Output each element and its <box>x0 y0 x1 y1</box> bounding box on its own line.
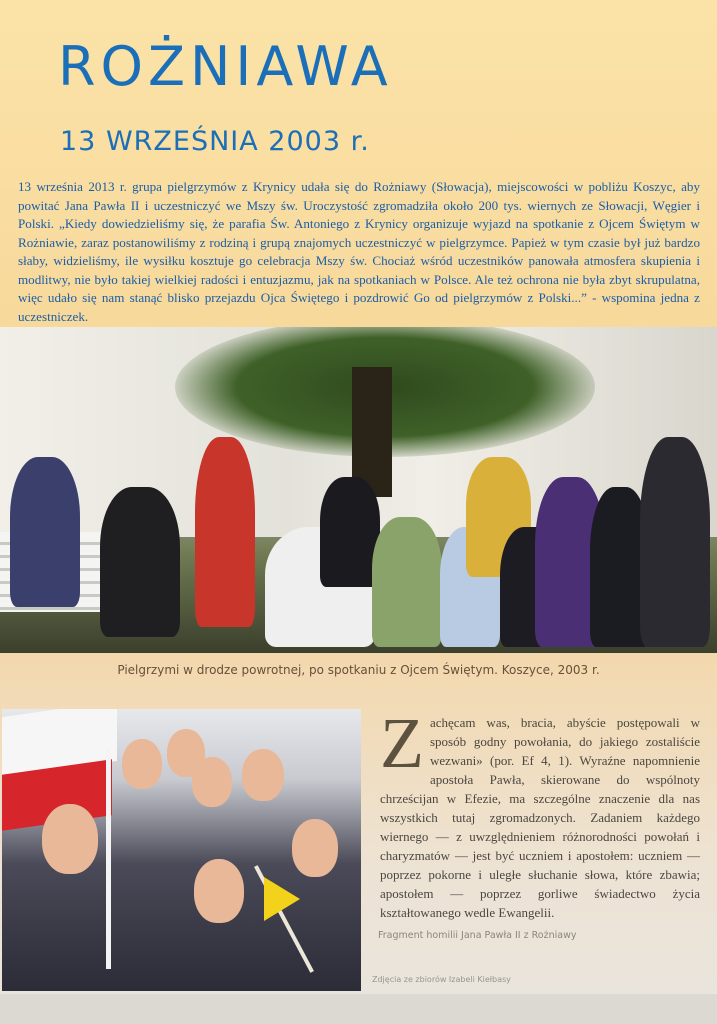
homily-quote-text: achęcam was, bracia, abyście postępowali w sposób godny powołania, do jakiego zostaliście wezwani» (por. Ef 4, 1). Wyraźne napomnienie apostoła Pawła, skierowane do wspólnoty chrześcijan w Efezie, ma szczególne znaczenie dla nas wszystkich tutaj zgromadzonych. Zadaniem każdego wiernego — z uwzględnieniem różnorodności powołań i charyzmatów — jest być uczniem i apostołem: uczniem — poprzez pokorne i uległe słuchanie słowa, które zbawia; apostołem — poprzez gorliwe świadectwo życia kształtowanego wedle Ewangelii. <box>380 715 700 920</box>
photo-credit: Zdjęcia ze zbiorów Izabeli Kiełbasy <box>372 975 511 984</box>
photo-face <box>194 859 244 923</box>
quote-attribution: Fragment homilii Jana Pawła II z Rożniawy <box>378 930 577 941</box>
photo-person <box>195 437 255 627</box>
photo-person <box>320 477 380 587</box>
photo-person <box>372 517 442 647</box>
photo-person <box>10 457 80 607</box>
homily-quote <box>380 703 700 922</box>
group-photo <box>0 327 717 653</box>
bottom-band <box>0 994 717 1024</box>
vatican-flag <box>264 877 300 921</box>
intro-paragraph: 13 września 2013 r. grupa pielgrzymów z Krynicy udała się do Rożniawy (Słowacja), miejscowości w pobliżu Koszyc, aby powitać Jana Pawła II i uczestniczyć we Mszy św. Uroczystość zgromadziła około 200 tys. wiernych ze Słowacji, Węgier i Polski. „Kiedy dowiedzieliśmy się, że parafia Św. Antoniego z Krynicy organizuje wyjazd na spotkanie z Ojcem Świętym w Rożniawie, zaraz postanowiliśmy z rodziną i grupą znajomych uczestniczyć w pielgrzymce. Papież w tym czasie był już bardzo słaby, widzieliśmy, ile wysiłku kosztuje go celebracja Mszy św. Chociaż wśród uczestników panowała atmosfera skupienia i modlitwy, nie było takiej wielkiej radości i entuzjazmu, jak na spotkaniach w Polsce. Ale też ochrona nie była zbyt skrupulatna, więc udało się nam stanąć blisko przejazdu Ojca Świętego i pozdrowić Go od pielgrzymów z Polski...” - wspomina jedna z uczestniczek. <box>18 179 700 324</box>
photo-face <box>242 749 284 801</box>
page-subtitle: 13 WRZEŚNIA 2003 r. <box>60 126 370 157</box>
photo-person <box>640 437 710 647</box>
photo-caption: Pielgrzymi w drodze powrotnej, po spotkaniu z Ojcem Świętym. Koszyce, 2003 r. <box>117 663 600 677</box>
photo-face <box>192 757 232 807</box>
drop-cap: Z <box>380 703 424 783</box>
photo-face <box>122 739 162 789</box>
photo-face <box>42 804 98 874</box>
photo-face <box>292 819 338 877</box>
crowd-with-flags-photo <box>2 709 361 991</box>
photo-person <box>100 487 180 637</box>
photo-crowd-group <box>0 417 717 653</box>
flag-pole <box>106 749 111 969</box>
page-title: ROŻNIAWA <box>58 35 393 98</box>
